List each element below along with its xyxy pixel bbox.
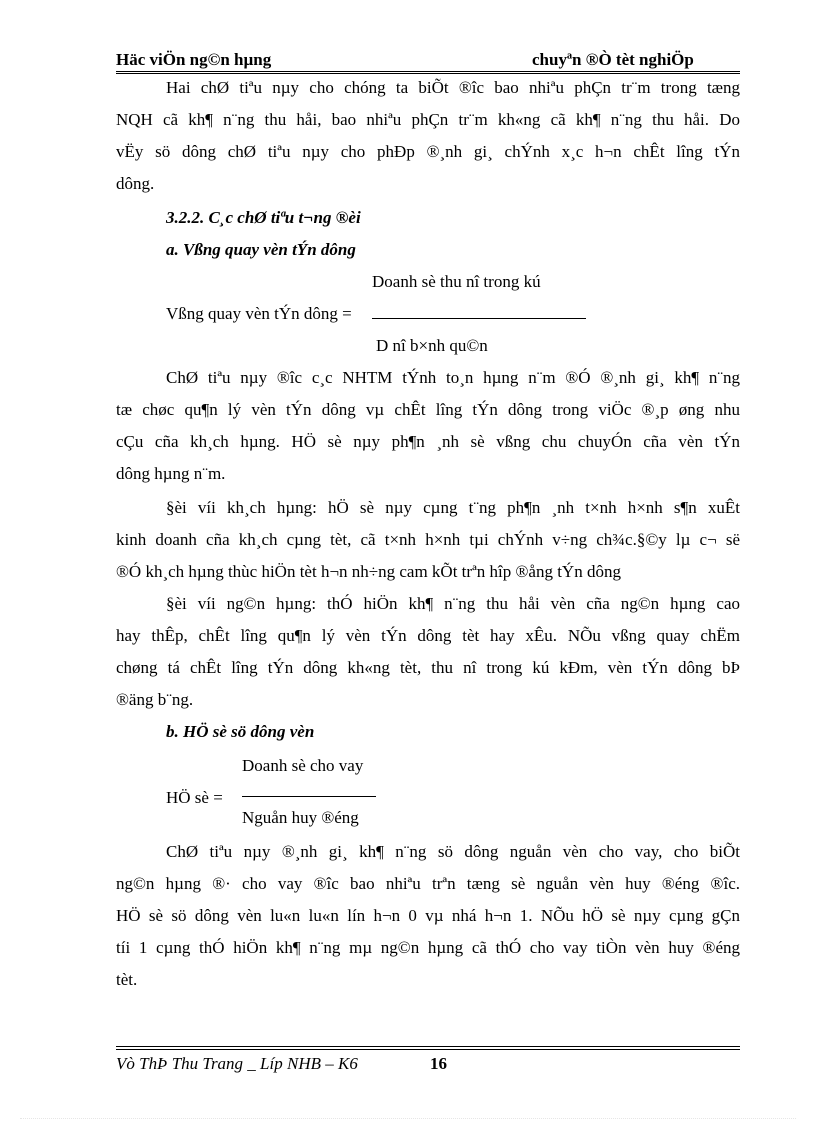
paragraph-1-line-1: Hai chØ tiªu nµy cho chóng ta biÕt ®îc bao nhiªu phÇn tr¨m trong tæng <box>166 78 740 97</box>
paragraph-1-line-3: vËy sö dông chØ tiªu nµy cho phÐp ®¸nh gi¸ chÝnh x¸c h¬n chÊt lîng tÝn <box>116 142 740 161</box>
formula2-numerator: Doanh sè cho vay <box>242 756 364 775</box>
paragraph-4-line-3: chøng tá chÊt lîng tÝn dông kh«ng tèt, thu nî trong kú kÐm, vèn tÝn dông bÞ <box>116 658 740 677</box>
header-left-title: Häc viÖn ng©n hµng <box>116 50 272 69</box>
paragraph-4-line-2: hay thÊp, chÊt lîng qu¶n lý vèn tÝn dông tèt hay xÊu. NÕu vßng quay chËm <box>116 626 740 645</box>
header-right-title: chuyªn ®Ò tèt nghiÖp <box>532 50 694 69</box>
formula2-fraction-bar <box>242 796 376 797</box>
footer-rule-double <box>116 1049 740 1050</box>
paragraph-1-line-4: dông. <box>116 174 155 193</box>
paragraph-1-line-2: NQH cã kh¶ n¨ng thu håi, bao nhiªu phÇn tr¨m kh«ng cã kh¶ n¨ng thu håi. Do <box>116 110 740 129</box>
paragraph-2-line-3: cÇu cña kh¸ch hµng. HÖ sè nµy ph¶n ¸nh sè vßng chu chuyÓn cña vèn tÝn <box>116 432 740 451</box>
paragraph-5-line-5: tèt. <box>116 970 138 989</box>
paragraph-3-line-1: §èi víi kh¸ch hµng: hÖ sè nµy cµng t¨ng ph¶n ¸nh t×nh h×nh s¶n xuÊt <box>166 498 740 517</box>
paragraph-3-line-2: kinh doanh cña kh¸ch cµng tèt, cã t×nh h×nh tµi chÝnh v÷ng ch¾c.§©y lµ c¬ së <box>116 530 740 549</box>
page-number: 16 <box>430 1054 447 1073</box>
paragraph-4-line-4: ®äng b¨ng. <box>116 690 194 709</box>
paragraph-5-line-2: ng©n hµng ®· cho vay ®îc bao nhiªu trªn tæng sè nguån vèn huy ®éng ®îc. <box>116 874 740 893</box>
subheading-b: b. HÖ sè sö dông vèn <box>166 722 315 741</box>
paragraph-5-line-3: HÖ sè sö dông vèn lu«n lu«n lín h¬n 0 vµ nhá h¬n 1. NÕu hÖ sè nµy cµng gÇn <box>116 906 740 925</box>
formula1-fraction-bar <box>372 318 586 319</box>
formula1-denominator: D nî b×nh qu©n <box>376 336 488 355</box>
paragraph-2-line-2: tæ chøc qu¶n lý vèn tÝn dông vµ chÊt lîng tÝn dông trong viÖc ®¸p øng nhu <box>116 400 740 419</box>
footer-author: Vò ThÞ Thu Trang _ Líp NHB – K6 <box>116 1054 358 1073</box>
formula1-lhs: Vßng quay vèn tÝn dông = <box>166 304 352 323</box>
paragraph-5-line-4: tíi 1 cµng thÓ hiÖn kh¶ n¨ng mµ ng©n hµng cã thÓ cho vay tiÒn vèn huy ®éng <box>116 938 740 957</box>
header-rule <box>116 71 740 72</box>
paragraph-3-line-3: ®Ó kh¸ch hµng thùc hiÖn tèt h¬n nh÷ng cam kÕt trªn hîp ®ång tÝn dông <box>116 562 621 581</box>
subheading-a: a. Vßng quay vèn tÝn dông <box>166 240 356 259</box>
page-edge-dotted-rule <box>20 1118 796 1119</box>
formula2-lhs: HÖ sè = <box>166 788 223 807</box>
footer-rule <box>116 1046 740 1047</box>
formula1-numerator: Doanh sè thu nî trong kú <box>372 272 541 291</box>
paragraph-2-line-1: ChØ tiªu nµy ®îc c¸c NHTM tÝnh to¸n hµng n¨m ®Ó ®¸nh gi¸ kh¶ n¨ng <box>166 368 740 387</box>
header-rule-double <box>116 73 740 74</box>
section-heading: 3.2.2. C¸c chØ tiªu t¬ng ®èi <box>166 208 361 227</box>
formula2-denominator: Nguån huy ®éng <box>242 808 359 827</box>
paragraph-5-line-1: ChØ tiªu nµy ®¸nh gi¸ kh¶ n¨ng sö dông nguån vèn cho vay, cho biÕt <box>166 842 740 861</box>
paragraph-2-line-4: dông hµng n¨m. <box>116 464 226 483</box>
paragraph-4-line-1: §èi víi ng©n hµng: thÓ hiÖn kh¶ n¨ng thu håi vèn cña ng©n hµng cao <box>166 594 740 613</box>
